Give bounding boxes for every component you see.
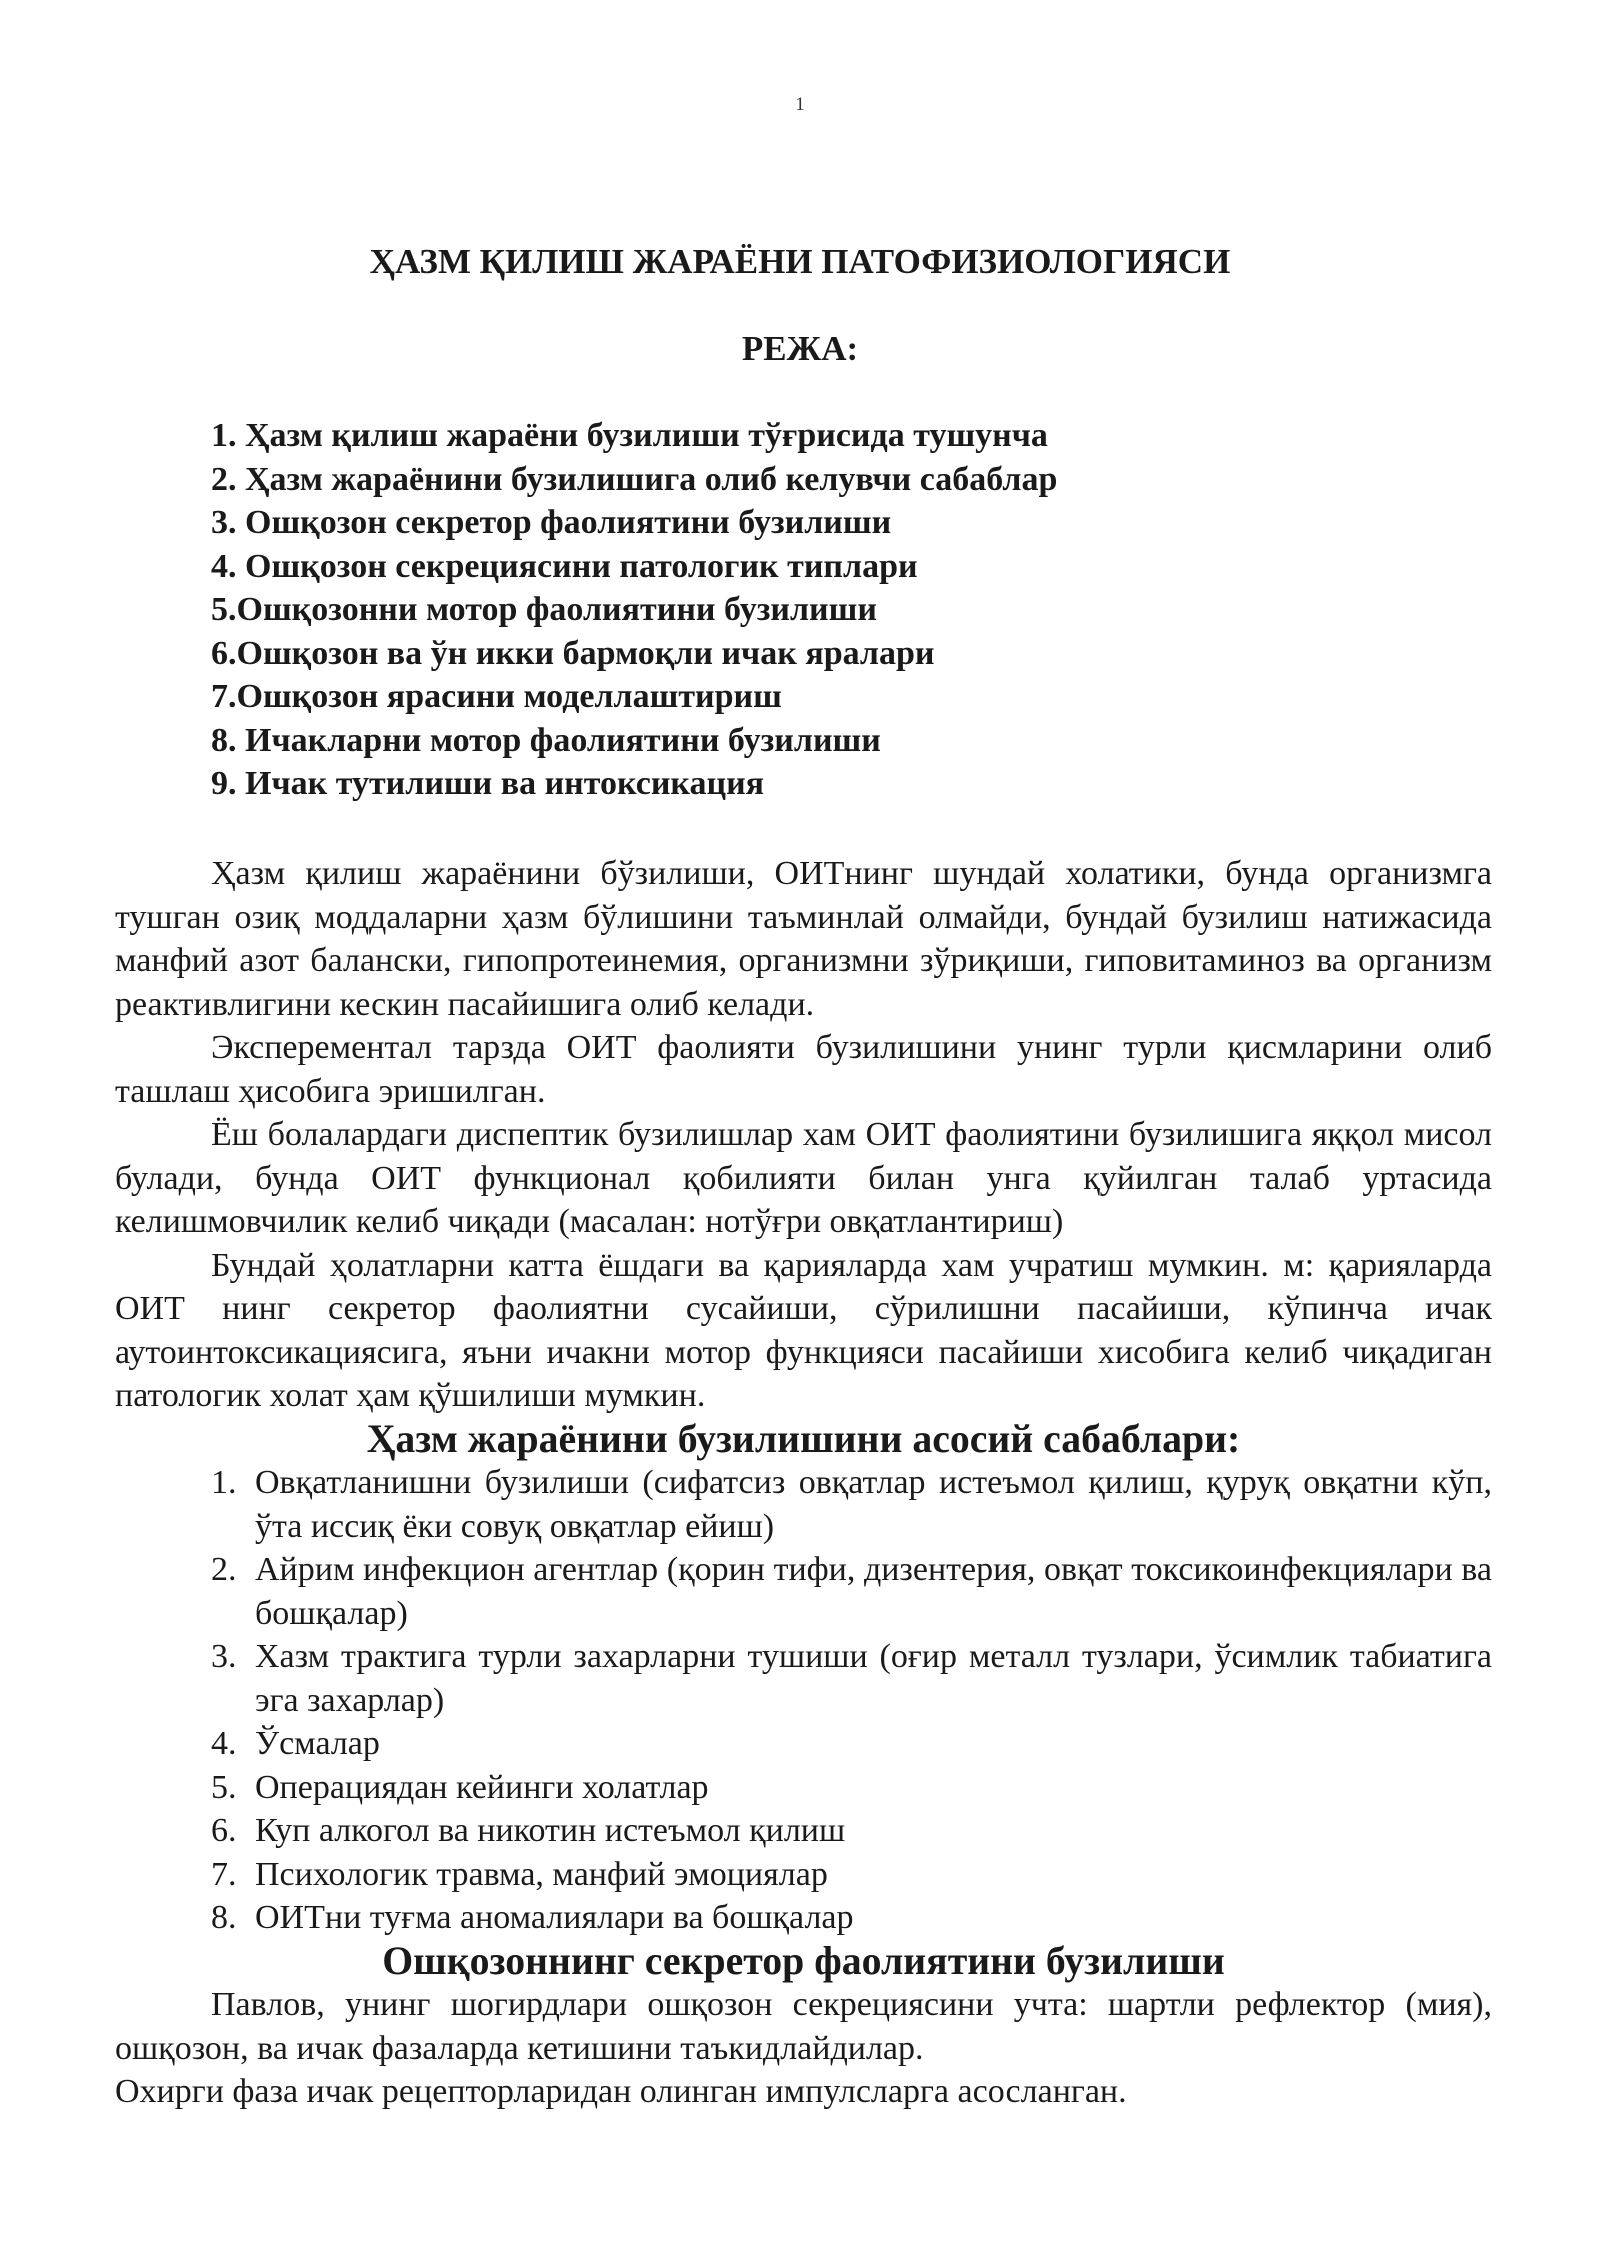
plan-list: [211, 414, 1057, 806]
plan-item: 3. Ошқозон секретор фаолиятини бузилиши: [211, 504, 892, 541]
intro-paragraph: Ҳазм қилиш жараёнини бўзилиши, ОИТнинг шундай холатики, бунда организмга тушган озиқ моддаларни ҳазм бўлишини таъминлай олмайди, бундай бузилиш натижасида манфий азот балански, гипопротеинемия, организмни зўриқиши, гиповитаминоз ва организм реактивлигини кескин пасайишига олиб келади.: [115, 855, 1492, 1023]
last-line: Охирги фаза ичак рецепторларидан олинган импулсларга асосланган.: [115, 2073, 1127, 2110]
cause-item: [115, 1896, 1492, 1940]
secretion-heading: Ошқозоннинг секретор фаолиятини бузилиши: [382, 1938, 1225, 1983]
cause-item: [115, 1766, 1492, 1810]
page-number: 1: [795, 94, 805, 115]
cause-item: [115, 1635, 1492, 1722]
cause-number: 4.: [211, 1725, 237, 1762]
plan-item: 9. Ичак тутилиши ва интоксикация: [211, 765, 765, 802]
plan-item: 6.Ошқозон ва ўн икки бармоқли ичак яралари: [211, 634, 935, 672]
cause-text: Куп алкогол ва никотин истеъмол қилиш: [255, 1812, 846, 1849]
elderly-paragraph: Бундай ҳолатларни катта ёшдаги ва қарияларда хам учратиш мумкин. м: қарияларда ОИТ нинг секретор фаолиятни сусайиши, сўрилишни пасайиши, кўпинча ичак аутоинтоксикациясига, яъни ичакни мотор функцияси пасайиши хисобига келиб чиқадиган патологик холат ҳам қўшилиши мумкин.: [115, 1246, 1492, 1414]
causes-heading: Ҳазм жараёнини бузилишини асосий сабаблари:: [366, 1416, 1241, 1461]
cause-number: 6.: [211, 1812, 237, 1849]
cause-item: [115, 1853, 1492, 1897]
cause-number: 8.: [211, 1899, 237, 1936]
cause-text: Операциядан кейинги холатлар: [255, 1768, 709, 1806]
cause-text: Айрим инфекцион агентлар (қорин тифи, дизентерия, овқат токсикоинфекциялари ва бошқалар): [255, 1551, 1492, 1632]
cause-number: 7.: [211, 1855, 237, 1893]
plan-item: 8. Ичакларни мотор фаолиятини бузилиши: [211, 721, 881, 759]
plan-item: 2. Ҳазм жараёнини бузилишига олиб келувчи сабаблар: [211, 460, 1058, 498]
body-text: [115, 852, 1492, 2114]
cause-number: 2.: [211, 1551, 237, 1588]
cause-text: Психологик травма, манфий эмоциялар: [255, 1855, 828, 1893]
plan-item: 7.Ошқозон ярасини моделлаштириш: [211, 678, 782, 715]
cause-item: [115, 1461, 1492, 1548]
cause-text: Овқатланишни бузилиши (сифатсиз овқатлар истеъмол қилиш, қуруқ овқатни кўп, ўта иссиқ ёки совуқ овқатлар ейиш): [255, 1464, 1492, 1545]
cause-text: ОИТни туғма аномалиялари ва бошқалар: [255, 1899, 854, 1936]
cause-item: [115, 1722, 1492, 1766]
plan-item: 5.Ошқозонни мотор фаолиятини бузилиши: [211, 591, 877, 628]
cause-number: 1.: [211, 1464, 237, 1501]
cause-text: Ўсмалар: [255, 1725, 380, 1762]
cause-number: 3.: [211, 1638, 237, 1675]
experimental-paragraph: Эксперементал тарзда ОИТ фаолияти бузилишини унинг турли қисмларини олиб ташлаш ҳисобига эришилган.: [115, 1029, 1492, 1110]
document-title: ҲАЗМ ҚИЛИШ ЖАРАЁНИ ПАТОФИЗИОЛОГИЯСИ: [369, 242, 1231, 281]
causes-list: [115, 1461, 1492, 1940]
children-paragraph: Ёш болалардаги диспептик бузилишлар хам ОИТ фаолиятини бузилишига яққол мисол булади, бунда ОИТ функционал қобилияти билан унга қуйилган талаб уртасида келишмовчилик келиб чиқади (масалан: нотўғри овқатлантириш): [115, 1116, 1492, 1240]
cause-item: [115, 1548, 1492, 1635]
plan-item: 4. Ошқозон секрециясини патологик типлари: [211, 547, 918, 585]
secretion-paragraph: Павлов, унинг шогирдлари ошқозон секрециясини учта: шартли рефлектор (мия), ошқозон, ва ичак фазаларда кетишини таъкидлайдилар.: [115, 1986, 1492, 2067]
plan-heading: РЕЖА:: [741, 329, 859, 368]
cause-number: 5.: [211, 1768, 237, 1806]
cause-text: Хазм трактига турли захарларни тушиши (оғир металл тузлари, ўсимлик табиатига эга захарлар): [255, 1638, 1492, 1719]
plan-item: 1. Ҳазм қилиш жараёни бузилиши тўғрисида тушунча: [211, 417, 1048, 454]
cause-item: [115, 1809, 1492, 1853]
